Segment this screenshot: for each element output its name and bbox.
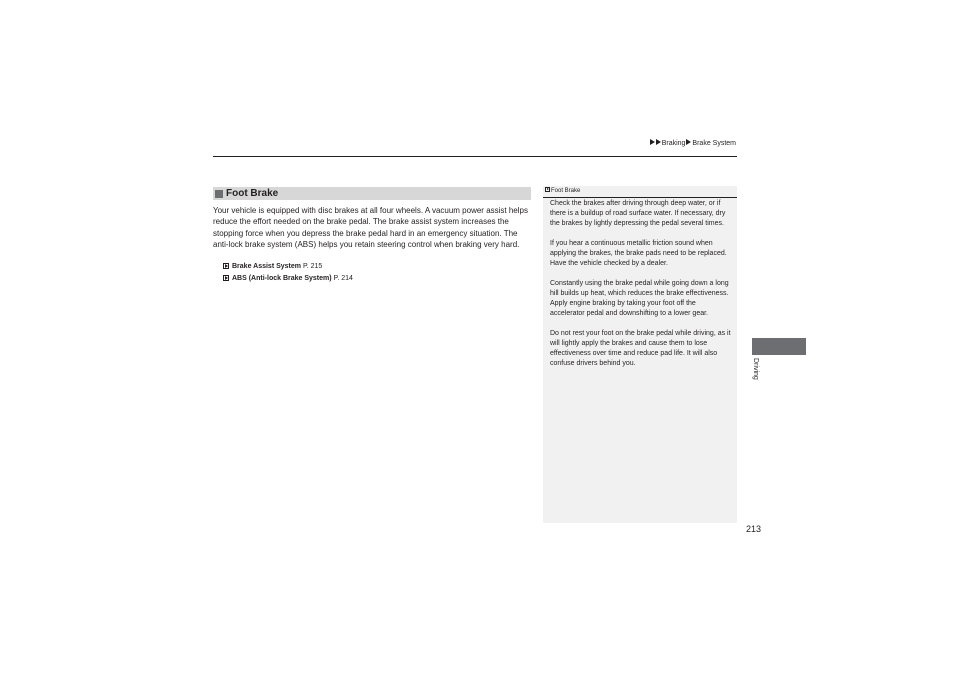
page-number: 213 [746, 524, 762, 534]
section-square-icon [215, 190, 223, 198]
header-divider [213, 156, 737, 157]
breadcrumb-level2[interactable]: Brake System [692, 140, 736, 147]
xref-arrow-icon [223, 263, 229, 269]
xref-page: P. 215 [302, 263, 323, 270]
section-title: Foot Brake [226, 187, 279, 199]
sidebar-paragraph: If you hear a continuous metallic friction sound when applying the brakes, the brake pads need to be replaced. Have the vehicle checked by a dealer. [550, 240, 727, 267]
section-header [213, 187, 531, 200]
sidebar-paragraph: Check the brakes after driving through deep water, or if there is a buildup of road surface water. If necessary, dry the brakes by lightly depressing the pedal several times. [550, 200, 726, 227]
breadcrumb-arrow-icon [686, 139, 691, 145]
sidebar-title: Foot Brake [551, 188, 581, 194]
xref-brake-assist[interactable] [223, 262, 322, 271]
xref-arrow-icon [223, 275, 229, 281]
breadcrumb-level1[interactable]: Braking [661, 140, 686, 147]
sidebar-paragraph: Do not rest your foot on the brake pedal while driving, as it will lightly apply the brakes and cause them to lose effectiveness over time and reduce pad life. It will also confuse drivers behind you. [550, 330, 731, 367]
sidebar-body [550, 199, 732, 379]
xref-title: ABS (Anti-lock Brake System) [232, 275, 332, 282]
sidebar-header [543, 186, 737, 198]
sidebar-arrow-icon [545, 187, 550, 192]
chapter-tab-label: Driving [752, 358, 759, 380]
body-paragraph: Your vehicle is equipped with disc brakes at all four wheels. A vacuum power assist helps reduce the effort needed on the brake pedal. The brake assist system increases the stopping force when you depress the brake pedal hard in an emergency situation. The anti-lock brake system (ABS) helps you retain steering control when braking very hard. [213, 206, 528, 250]
xref-abs[interactable] [223, 274, 353, 283]
xref-page: P. 214 [333, 275, 353, 282]
breadcrumb [650, 139, 736, 148]
breadcrumb-arrow-icon [656, 139, 661, 145]
sidebar-paragraph: Constantly using the brake pedal while going down a long hill builds up heat, which reduces the brake effectiveness. Apply engine braking by taking your foot off the accelerator pedal and downshifting to a lower gear. [550, 280, 729, 317]
chapter-tab[interactable] [752, 338, 806, 355]
breadcrumb-arrow-icon [650, 139, 655, 145]
xref-title: Brake Assist System [232, 263, 302, 270]
